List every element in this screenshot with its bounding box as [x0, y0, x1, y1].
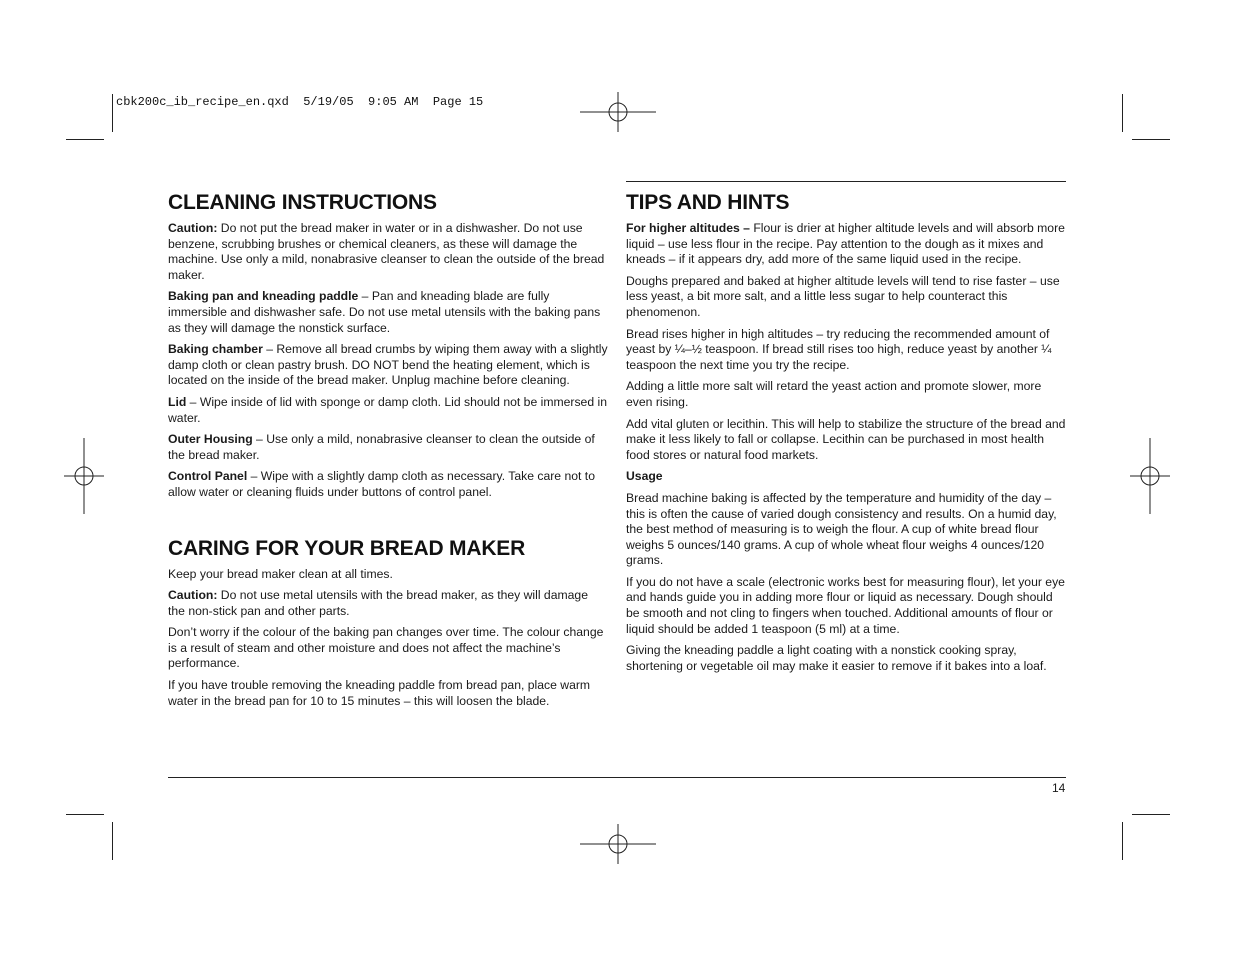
- usage-heading: Usage: [626, 469, 663, 484]
- tips-paragraph-3: Bread rises higher in high altitudes – try reducing the recommended amount of yeast by ¼–½ teaspoon. If bread still rises too high, reduce yeast by another ¼ teaspoon the next time you try the recipe.: [626, 326, 1052, 372]
- usage-paragraph-3: Giving the kneading paddle a light coating with a nonstick cooking spray, shortening or vegetable oil may make it easier to remove if it bakes into a loaf.: [626, 643, 1047, 673]
- cleaning-heading: CLEANING INSTRUCTIONS: [168, 191, 437, 214]
- cleaning-lid: Lid – Wipe inside of lid with sponge or damp cloth. Lid should not be immersed in water.: [168, 394, 607, 425]
- tips-paragraph-2: Doughs prepared and baked at higher altitude levels will tend to rise faster – use less yeast, a bit more salt, and a little less sugar to help counteract this phenomenon.: [626, 273, 1060, 319]
- registration-mark-right-icon: [1112, 438, 1188, 514]
- caring-heading: CARING FOR YOUR BREAD MAKER: [168, 536, 526, 560]
- tips-heading: TIPS AND HINTS: [626, 191, 790, 214]
- cleaning-baking-pan: Baking pan and kneading paddle – Pan and kneading blade are fully immersible and dishwasher safe. Do not use metal utensils with the baking pans as they will damage the nonstick surface.: [168, 289, 601, 335]
- bottom-rule: [168, 777, 1066, 778]
- crop-mark-bottom-left-h: [66, 814, 104, 815]
- caring-colour-note: Don’t worry if the colour of the baking pan changes over time. The colour change is a result of steam and other moisture and does not affect the machine’s performance.: [168, 625, 604, 671]
- crop-mark-top-right-h: [1132, 139, 1170, 140]
- page-number: 14: [1052, 781, 1066, 795]
- caring-caution: Caution: Do not use metal utensils with the bread maker, as they will damage the non-stick pan and other parts.: [168, 588, 588, 618]
- cleaning-outer-housing: Outer Housing – Use only a mild, nonabrasive cleanser to clean the outside of the bread maker.: [168, 432, 595, 462]
- print-slug: cbk200c_ib_recipe_en.qxd 5/19/05 9:05 AM Page 15: [116, 95, 484, 109]
- registration-mark-top-icon: [580, 74, 656, 150]
- usage-paragraph-1: Bread machine baking is affected by the temperature and humidity of the day – this is often the cause of varied dough consistency and results. On a humid day, the best method of measuring is to weigh the flour. A cup of white bread flour weighs 5 ounces/140 grams. A cup of whole wheat flour weighs 4 ounces/120 grams.: [626, 490, 1057, 568]
- caring-paddle-note: If you have trouble removing the kneading paddle from bread pan, place warm water in the bread pan for 10 to 15 minutes – this will loosen the blade.: [168, 678, 591, 708]
- cleaning-control-panel: Control Panel – Wipe with a slightly damp cloth as necessary. Take care not to allow water or cleaning fluids under buttons of control panel.: [168, 469, 595, 499]
- tips-paragraph-4: Adding a little more salt will retard the yeast action and promote slower, more even rising.: [626, 379, 1042, 409]
- crop-mark-top-left-v: [112, 94, 113, 132]
- crop-mark-top-left-h: [66, 139, 104, 140]
- cleaning-caution: Caution: Do not put the bread maker in water or in a dishwasher. Do not use benzene, scrubbing brushes or chemical cleaners, as these will damage the machine. Use only a mild, nonabrasive cleanser to clean the outside of the bread maker.: [168, 221, 605, 282]
- crop-mark-bottom-left-v: [112, 822, 113, 860]
- crop-mark-top-right-v: [1122, 94, 1123, 132]
- left-column: [168, 191, 608, 715]
- right-column: [626, 191, 1066, 680]
- tips-altitude: For higher altitudes – Flour is drier at higher altitude levels and will absorb more liquid – use less flour in the recipe. Pay attention to the dough as it mixes and kneads – if it appears dry, add more of the same liquid used in the recipe.: [626, 221, 1065, 267]
- cleaning-baking-chamber: Baking chamber – Remove all bread crumbs by wiping them away with a slightly damp cloth or clean pastry brush. DO NOT bend the heating element, which is located on the inside of the bread maker. Unplug machine before cleaning.: [168, 342, 608, 388]
- tips-paragraph-5: Add vital gluten or lecithin. This will help to stabilize the structure of the bread and make it less likely to fall or collapse. Lecithin can be purchased in most health food stores or natural food markets.: [626, 416, 1066, 462]
- registration-mark-bottom-icon: [580, 806, 656, 882]
- caring-intro: Keep your bread maker clean at all times.: [168, 566, 393, 581]
- crop-mark-bottom-right-h: [1132, 814, 1170, 815]
- top-rule: [626, 181, 1066, 182]
- crop-mark-bottom-right-v: [1122, 822, 1123, 860]
- usage-paragraph-2: If you do not have a scale (electronic works best for measuring flour), let your eye and hands guide you in adding more flour or liquid as necessary. Dough should be smooth and not cling to fingers when touched. Additional amounts of flour or liquid should be added 1 teaspoon (5 ml) at a time.: [626, 574, 1065, 636]
- registration-mark-left-icon: [46, 438, 122, 514]
